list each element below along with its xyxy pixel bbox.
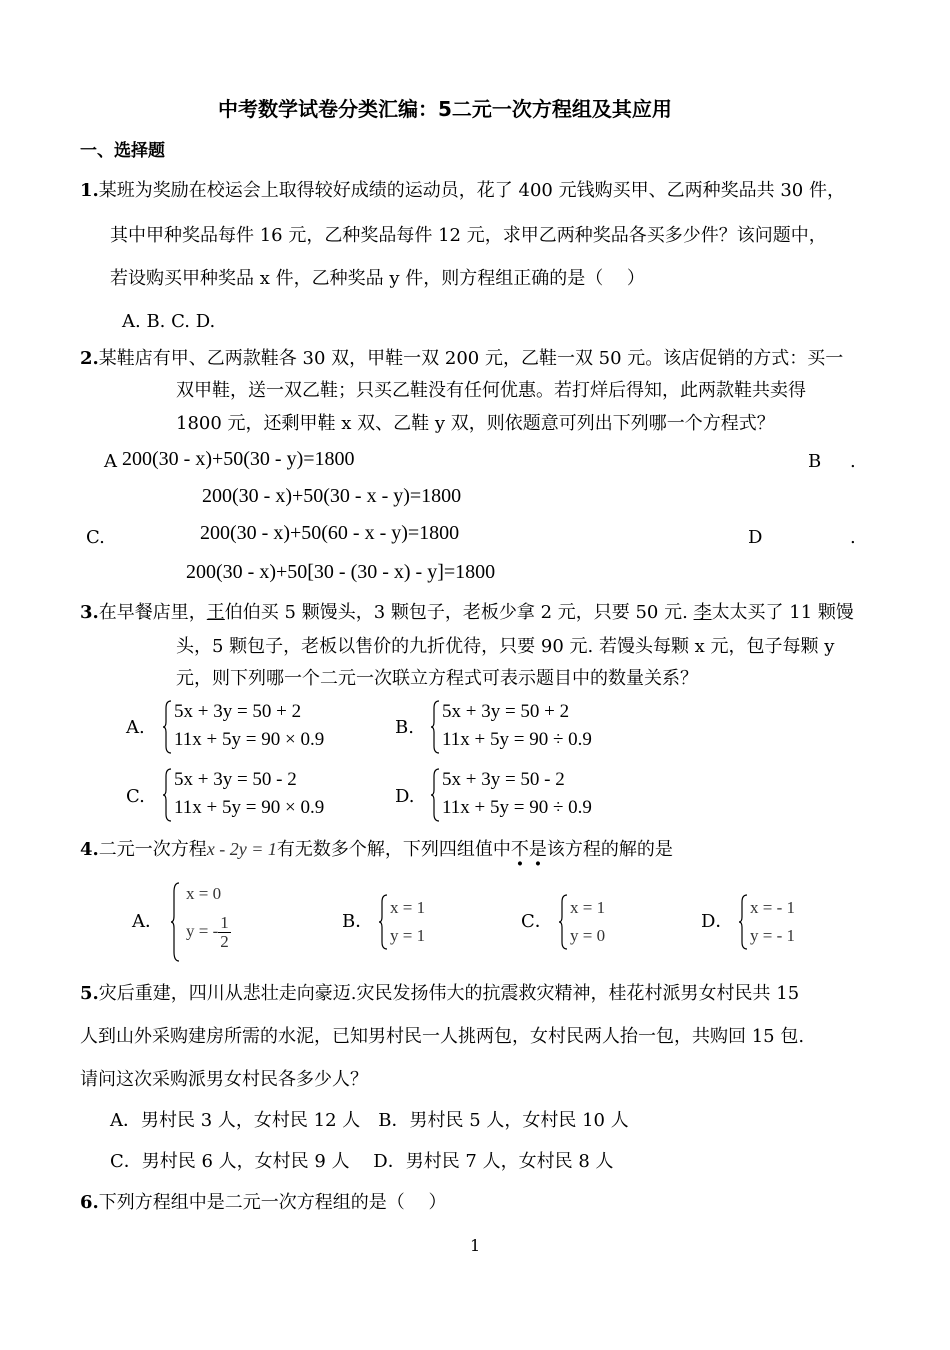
equation: x = 1 bbox=[570, 898, 606, 917]
numerator: 1 bbox=[220, 913, 229, 932]
question-text: 在早餐店里， bbox=[98, 602, 207, 623]
equation: 11x + 5y = 90 × 0.9 bbox=[174, 729, 325, 750]
option-b-equation: 200(30 - x)+50(30 - x - y)=1800 bbox=[202, 485, 462, 507]
q4-option-c-system bbox=[570, 894, 605, 950]
q4-option-a-system bbox=[186, 880, 231, 951]
name-wang: 王 bbox=[206, 602, 225, 623]
question-1-line-3: 若设购买甲种奖品 x 件，乙种奖品 y 件，则方程组正确的是（ ） bbox=[110, 268, 645, 289]
option-b-dot: . bbox=[850, 451, 856, 472]
q3-option-a-label: A. bbox=[126, 717, 145, 738]
option-c-label: C. bbox=[86, 527, 105, 548]
question-3-line-1 bbox=[80, 602, 854, 624]
question-5-options-cd: C．男村民 6 人，女村民 9 人 D．男村民 7 人，女村民 8 人 bbox=[110, 1151, 614, 1172]
question-3-line-2: 头，5 颗包子，老板以售价的九折优待，只要 90 元. 若馒头每颗 x 元，包子每颗 y bbox=[176, 636, 835, 657]
equation: y = 1 bbox=[390, 926, 426, 945]
option-a-equation: 200(30 - x)+50(30 - y)=1800 bbox=[122, 448, 355, 470]
equation: 5x + 3y = 50 + 2 bbox=[174, 701, 302, 722]
brace bbox=[162, 700, 172, 754]
question-text: 伯伯买 5 颗馒头，3 颗包子，老板少拿 2 元，只要 50 元. bbox=[224, 602, 694, 623]
question-1-options: A. B. C. D. bbox=[122, 311, 216, 332]
question-number: 2. bbox=[80, 348, 99, 369]
denominator: 2 bbox=[220, 932, 229, 951]
question-2-line-3: 1800 元，还剩甲鞋 x 双、乙鞋 y 双，则依题意可列出下列哪一个方程式？ bbox=[176, 413, 775, 434]
page-title: 中考数学试卷分类汇编：5二元一次方程组及其应用 bbox=[218, 97, 672, 121]
question-text: 有无数多个解，下列四组值中 bbox=[276, 839, 511, 860]
question-number: 6. bbox=[80, 1192, 99, 1213]
brace bbox=[378, 894, 388, 950]
brace bbox=[170, 882, 180, 962]
equation: 11x + 5y = 90 ÷ 0.9 bbox=[442, 797, 592, 818]
equation-text: y = - bbox=[186, 921, 219, 941]
name-li: 李 bbox=[693, 602, 712, 623]
option-d-dot: . bbox=[850, 527, 856, 548]
option-b-label: B bbox=[808, 451, 822, 472]
q4-option-b-system bbox=[390, 894, 425, 950]
equation: 5x + 3y = 50 - 2 bbox=[442, 769, 565, 790]
q4-option-d-label: D． bbox=[701, 911, 734, 932]
equation: 11x + 5y = 90 ÷ 0.9 bbox=[442, 729, 592, 750]
question-number: 5. bbox=[80, 983, 99, 1004]
question-text: 某班为奖励在校运会上取得较好成绩的运动员，花了 400 元钱购买甲、乙两种奖品共 30 件， bbox=[98, 180, 845, 201]
brace bbox=[558, 894, 568, 950]
q3-option-a-system bbox=[174, 698, 324, 754]
question-text: 某鞋店有甲、乙两款鞋各 30 双，甲鞋一双 200 元，乙鞋一双 50 元。该店促销的方式：买一 bbox=[98, 348, 844, 369]
q4-option-d-system bbox=[750, 894, 795, 950]
section-heading: 一、选择题 bbox=[80, 141, 165, 161]
question-5-line-1 bbox=[80, 983, 799, 1005]
option-c-equation: 200(30 - x)+50(60 - x - y)=1800 bbox=[200, 522, 460, 544]
question-5-line-2: 人到山外采购建房所需的水泥，已知男村民一人挑两包，女村民两人抬一包，共购回 15 包. bbox=[80, 1026, 805, 1047]
question-text: 该方程的解的是 bbox=[546, 839, 673, 860]
brace bbox=[162, 768, 172, 822]
question-number: 1. bbox=[80, 180, 99, 201]
question-text: 灾后重建，四川从悲壮走向豪迈.灾民发扬伟大的抗震救灾精神，桂花村派男女村民共 15 bbox=[98, 983, 800, 1004]
question-text: 太太买了 11 颗馒 bbox=[711, 602, 854, 623]
q4-option-a-label: A． bbox=[132, 911, 163, 932]
option-d-equation: 200(30 - x)+50[30 - (30 - x) - y]=1800 bbox=[186, 561, 496, 583]
brace bbox=[738, 894, 748, 950]
equation: x - 2y = 1 bbox=[206, 839, 277, 859]
question-text: 下列方程组中是二元一次方程组的是（ ） bbox=[98, 1192, 447, 1213]
q4-option-c-label: C． bbox=[521, 911, 553, 932]
emphasis-char: 不 bbox=[510, 839, 529, 860]
q3-option-c-system bbox=[174, 766, 324, 822]
q3-option-b-label: B. bbox=[395, 717, 414, 738]
question-1-line-2: 其中甲种奖品每件 16 元，乙种奖品每件 12 元，求甲乙两种奖品各买多少件？该问题中， bbox=[110, 225, 827, 246]
equation: 5x + 3y = 50 - 2 bbox=[174, 769, 297, 790]
emphasis-char: 是 bbox=[528, 839, 547, 860]
page-number: 1 bbox=[470, 1236, 481, 1255]
question-1-line-1 bbox=[80, 180, 845, 202]
question-5-options-ab: A．男村民 3 人，女村民 12 人 B．男村民 5 人，女村民 10 人 bbox=[110, 1110, 629, 1131]
q3-option-d-system bbox=[442, 766, 592, 822]
question-2-line-2: 双甲鞋，送一双乙鞋；只买乙鞋没有任何优惠。若打烊后得知，此两款鞋共卖得 bbox=[176, 380, 806, 401]
option-d-label: D bbox=[748, 527, 763, 548]
brace bbox=[430, 768, 440, 822]
equation bbox=[186, 914, 231, 951]
question-6-line bbox=[80, 1192, 447, 1214]
equation: x = - 1 bbox=[750, 898, 795, 917]
q3-option-c-label: C. bbox=[126, 786, 145, 807]
equation: 5x + 3y = 50 + 2 bbox=[442, 701, 570, 722]
question-3-line-3: 元，则下列哪一个二元一次联立方程式可表示题目中的数量关系？ bbox=[176, 668, 698, 689]
q3-option-b-system bbox=[442, 698, 592, 754]
equation: x = 1 bbox=[390, 898, 426, 917]
question-text: 二元一次方程 bbox=[98, 839, 207, 860]
question-2-line-1 bbox=[80, 348, 843, 370]
q4-option-b-label: B． bbox=[342, 911, 374, 932]
equation: y = 0 bbox=[570, 926, 606, 945]
brace bbox=[430, 700, 440, 754]
question-number: 3. bbox=[80, 602, 99, 623]
equation: x = 0 bbox=[186, 884, 222, 903]
question-4-line bbox=[80, 838, 673, 861]
question-5-line-3: 请问这次采购派男女村民各多少人？ bbox=[80, 1069, 368, 1090]
fraction bbox=[218, 914, 231, 951]
question-number: 4. bbox=[80, 839, 99, 860]
option-a-label: A bbox=[104, 451, 117, 472]
equation: 11x + 5y = 90 × 0.9 bbox=[174, 797, 325, 818]
equation: y = - 1 bbox=[750, 926, 795, 945]
q3-option-d-label: D. bbox=[395, 786, 415, 807]
